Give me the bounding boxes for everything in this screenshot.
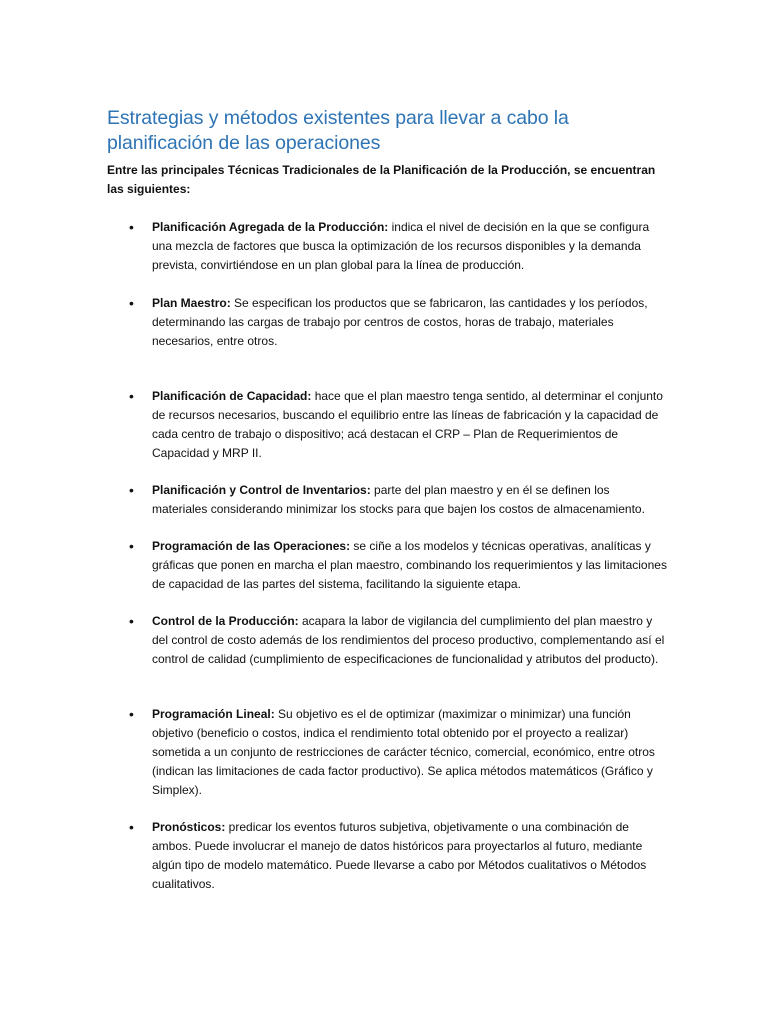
bullet-icon: • [129,295,134,311]
item-term: Control de la Producción: [152,614,299,628]
item-term: Programación de las Operaciones: [152,539,351,553]
section-heading: Estrategias y métodos existentes para llevar a cabo la planificación de las operaciones [107,107,569,154]
item-description: acapara la labor de vigilancia del cumplimiento del plan maestro y del control de costo además de los rendimientos del proceso productivo, complementando así el control de calidad (cumplimiento de especificaciones de funcionalidad y atributos del producto). [152,614,665,666]
bullet-icon: • [129,613,134,629]
item-description: Su objetivo es el de optimizar (maximizar o minimizar) una función objetivo (beneficio o costos, indica el rendimiento total obtenido por el proyecto a realizar) sometida a un conjunto de restricciones de carácter técnico, comercial, económico, entre otros (indican las limitaciones de cada factor productivo). Se aplica métodos matemáticos (Gráfico y Simplex). [152,707,655,797]
item-term: Pronósticos: [152,820,226,834]
item-description: parte del plan maestro y en él se definen los materiales considerando minimizar los stocks para que bajen los costos de almacenamiento. [152,483,645,516]
list-item-pronosticos [107,818,667,894]
bullet-icon: • [129,706,134,722]
item-term: Planificación de Capacidad: [152,389,312,403]
item-term: Plan Maestro: [152,296,231,310]
document-body [107,106,667,894]
bullet-icon: • [129,819,134,835]
list-item-planificacion-capacidad [107,387,667,463]
item-description: hace que el plan maestro tenga sentido, al determinar el conjunto de recursos necesarios, buscando el equilibrio entre las líneas de fabricación y la capacidad de cada centro de trabajo o dispositivo; acá destacan el CRP – Plan de Requerimientos de Capacidad y MRP II. [152,389,663,460]
list-item-control-produccion [107,612,667,669]
item-term: Programación Lineal: [152,707,275,721]
bullet-icon: • [129,219,134,235]
intro-paragraph: Entre las principales Técnicas Tradicionales de la Planificación de la Producción, se encuentran las siguientes: [107,163,656,196]
item-term: Planificación y Control de Inventarios: [152,483,371,497]
bullet-icon: • [129,482,134,498]
list-item-plan-maestro [107,294,667,351]
bullet-icon: • [129,538,134,554]
item-description: predicar los eventos futuros subjetiva, objetivamente o una combinación de ambos. Puede involucrar el manejo de datos históricos para proyectarlos al futuro, mediante algún tipo de modelo matemático. Puede llevarse a cabo por Métodos cualitativos o Métodos cualitativos. [152,820,647,891]
item-description: se ciñe a los modelos y técnicas operativas, analíticas y gráficas que ponen en marcha el plan maestro, combinando los requerimientos y las limitaciones de capacidad de las partes del sistema, facilitando la siguiente etapa. [152,539,667,591]
item-term: Planificación Agregada de la Producción: [152,220,389,234]
bullet-icon: • [129,388,134,404]
item-description: indica el nivel de decisión en la que se configura una mezcla de factores que busca la optimización de los recursos disponibles y la demanda prevista, convirtiéndose en un plan global para la línea de producción. [152,220,650,272]
item-description: Se especifican los productos que se fabricaron, las cantidades y los períodos, determinando las cargas de trabajo por centros de costos, horas de trabajo, materiales necesarios, entre otros. [152,296,648,348]
list-item-programacion-lineal [107,705,667,800]
list-item-programacion-operaciones [107,537,667,594]
list-item-control-inventarios [107,481,667,519]
techniques-list [107,218,667,894]
list-item-planificacion-agregada [107,218,667,275]
